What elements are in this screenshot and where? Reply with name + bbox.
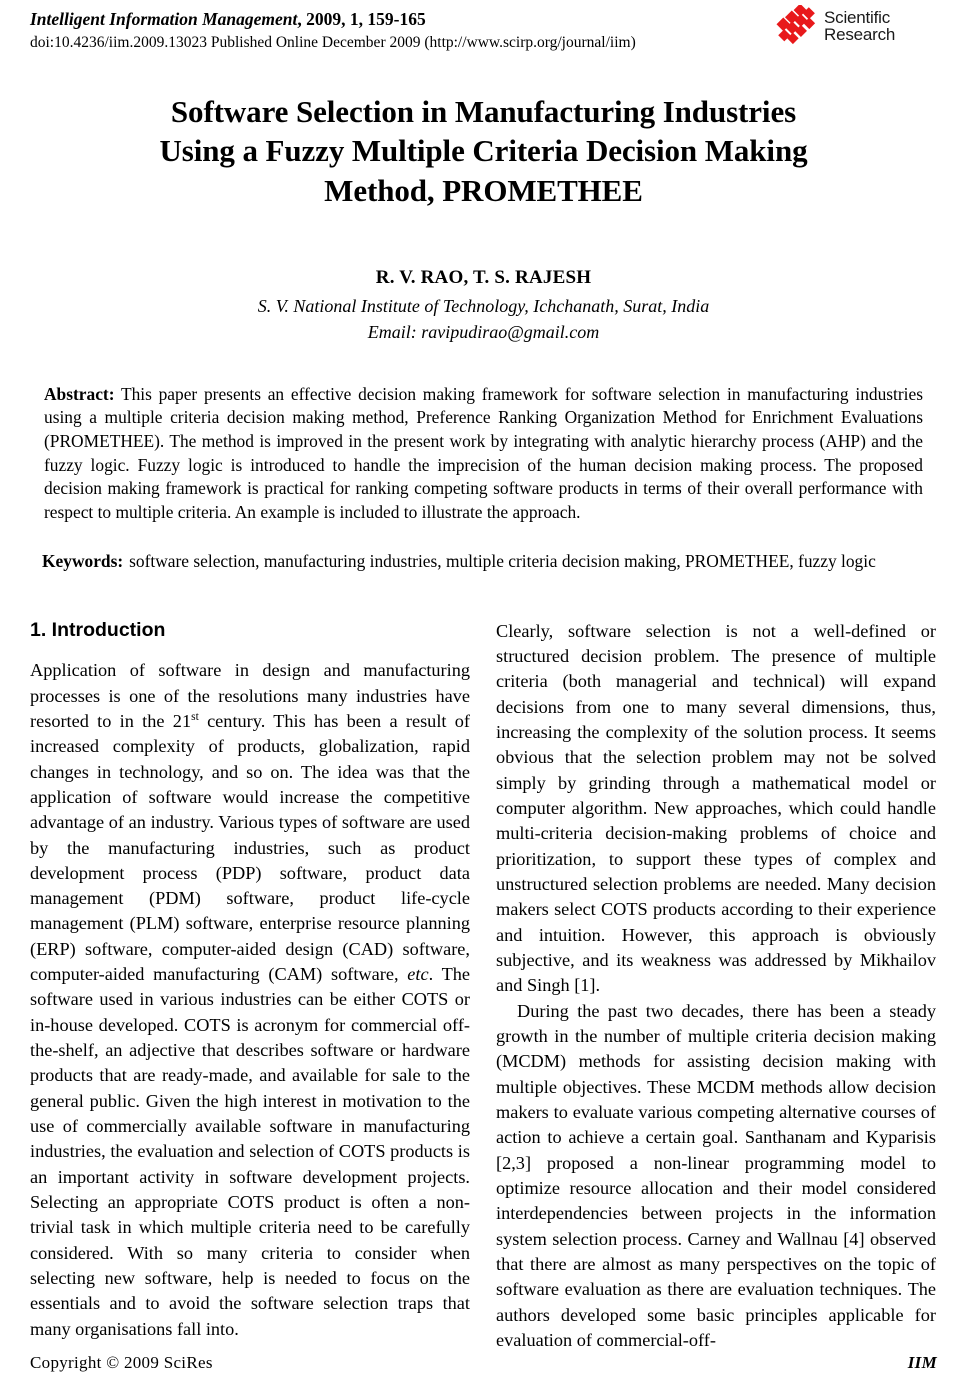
abstract-label: Abstract: — [44, 383, 115, 404]
abstract-paragraph — [44, 383, 923, 524]
title-line-2: Using a Fuzzy Multiple Criteria Decision Making — [159, 133, 808, 169]
masthead — [30, 0, 937, 66]
doi-line: doi:10.4236/iim.2009.13023 Published Online December 2009 (http://www.scirp.org/journal/iim) — [30, 33, 636, 51]
body-columns — [30, 619, 937, 1354]
journal-title: Intelligent Information Management — [30, 9, 298, 29]
page-footer — [30, 1353, 937, 1373]
email-address[interactable]: : ravipudirao@gmail.com — [410, 321, 600, 342]
section-heading-introduction: 1. Introduction — [30, 618, 166, 641]
left-column-paragraph-1 — [30, 658, 470, 1342]
author-names: R. V. RAO, T. S. RAJESH — [375, 267, 592, 289]
intro-text-part-c: . The software used in various industries can be either COTS or in-house developed. COTS is acronym for commercial off-the-shelf, an adjective that describes software or hardware products that are ready-made, and available for sale to the general public. Given the high interest in motivation to the use of commercially available software in manufacturing industries, the evaluation and selection of COTS products is an important activity in software development projects. Selecting an appropriate COTS product is often a non-trivial task in which multiple criteria need to be carefully considered. With so many criteria to consider when selecting new software, help is needed to focus on the essentials and to avoid the software selection traps that many organisations fall into. — [30, 964, 470, 1339]
title-line-1: Software Selection in Manufacturing Industries — [170, 94, 797, 129]
publisher-logo — [775, 2, 935, 50]
right-column-paragraph-2: During the past two decades, there has been a steady growth in the number of multiple criteria decision making (MCDM) methods for assisting decision making with multiple objectives. These MCDM methods allow decision makers to evaluate various competing alternative courses of action to achieve a certain goal. Santhanam and Kyparisis [2,3] proposed a non-linear programming model to optimize resource allocation and their model considered interdependencies between projects in the information system selection process. Carney and Wallnau [4] observed that there are almost as many perspectives on the topic of software evaluation as there are evaluation techniques. The authors developed some basic principles applicable for evaluation of commercial-off- — [496, 1000, 936, 1350]
keywords-block — [42, 550, 925, 574]
intro-text-part-a: Application of software in design and manufacturing processes is one of the resolutions many industries have resorted to in the 21 — [30, 660, 470, 731]
red-diamond-cluster-icon — [775, 5, 819, 47]
author-email — [30, 319, 937, 345]
author-affiliation: S. V. National Institute of Technology, Ichchanath, Surat, India — [257, 295, 710, 316]
intro-text-part-b: century. This has been a result of increased complexity of products, globalization, rapid changes in technology, and so on. The idea was that the application of software would increase the competitive advantage of an industry. Various types of software are used by the manufacturing industries, such as product development process (PDP) software, product data management (PDM) software, product life-cycle management (PLM) software, enterprise resource planning (ERP) software, computer-aided design (CAD) software, computer-aided manufacturing (CAM) software, — [30, 710, 471, 985]
page-title — [56, 92, 911, 210]
authors-block — [30, 264, 937, 345]
keywords-label: Keywords: — [42, 551, 124, 572]
intro-italic-etc: etc — [407, 964, 429, 985]
title-line-3: Method, PROMETHEE — [324, 172, 643, 208]
logo-line-2: Research — [824, 25, 896, 44]
journal-abbreviation: IIM — [907, 1353, 937, 1372]
right-column — [496, 619, 936, 1354]
abstract-block — [42, 383, 925, 524]
abstract-text: This paper presents an effective decision making framework for software selection in manufacturing industries using a multiple criteria decision making method, Preference Ranking Organization Method for Enrichment Evaluations (PROMETHEE). The method is improved in the present work by integrating with analytic hierarchy process (AHP) and the fuzzy logic. Fuzzy logic is introduced to handle the imprecision of the human decision making process. The proposed decision making framework is practical for ranking competing software products in terms of their overall performance with respect to multiple criteria. An example is included to illustrate the approach. — [44, 383, 923, 522]
copyright-notice: Copyright © 2009 SciRes — [30, 1353, 213, 1372]
left-column — [30, 619, 470, 1342]
email-label: Email — [367, 321, 411, 342]
journal-volume-info: , 2009, 1, 159-165 — [297, 9, 426, 29]
logo-line-1: Scientific — [824, 7, 891, 27]
right-column-paragraph-1: Clearly, software selection is not a well-defined or structured decision problem. The presence of multiple criteria (both managerial and technical) will expand decisions from one to many several dimensions, thus, increasing the complexity of the solution process. It seems obvious that the selection problem may not be solved simply by grinding through a mathematical model or computer algorithm. New approaches, which could handle multi-criteria decision-making problems of choice and prioritization, to support these types of complex and unstructured selection problems are needed. Many decision makers select COTS products according to their experience and intuition. However, this approach is obviously subjective, and its weakness was addressed by Mikhailov and Singh [1]. — [496, 620, 936, 996]
ordinal-superscript: st — [191, 710, 199, 723]
publisher-logo-text — [824, 9, 895, 44]
title-block — [30, 92, 937, 210]
keywords-text: software selection, manufacturing industries, multiple criteria decision making, PROMETHEE, fuzzy logic — [129, 551, 876, 572]
